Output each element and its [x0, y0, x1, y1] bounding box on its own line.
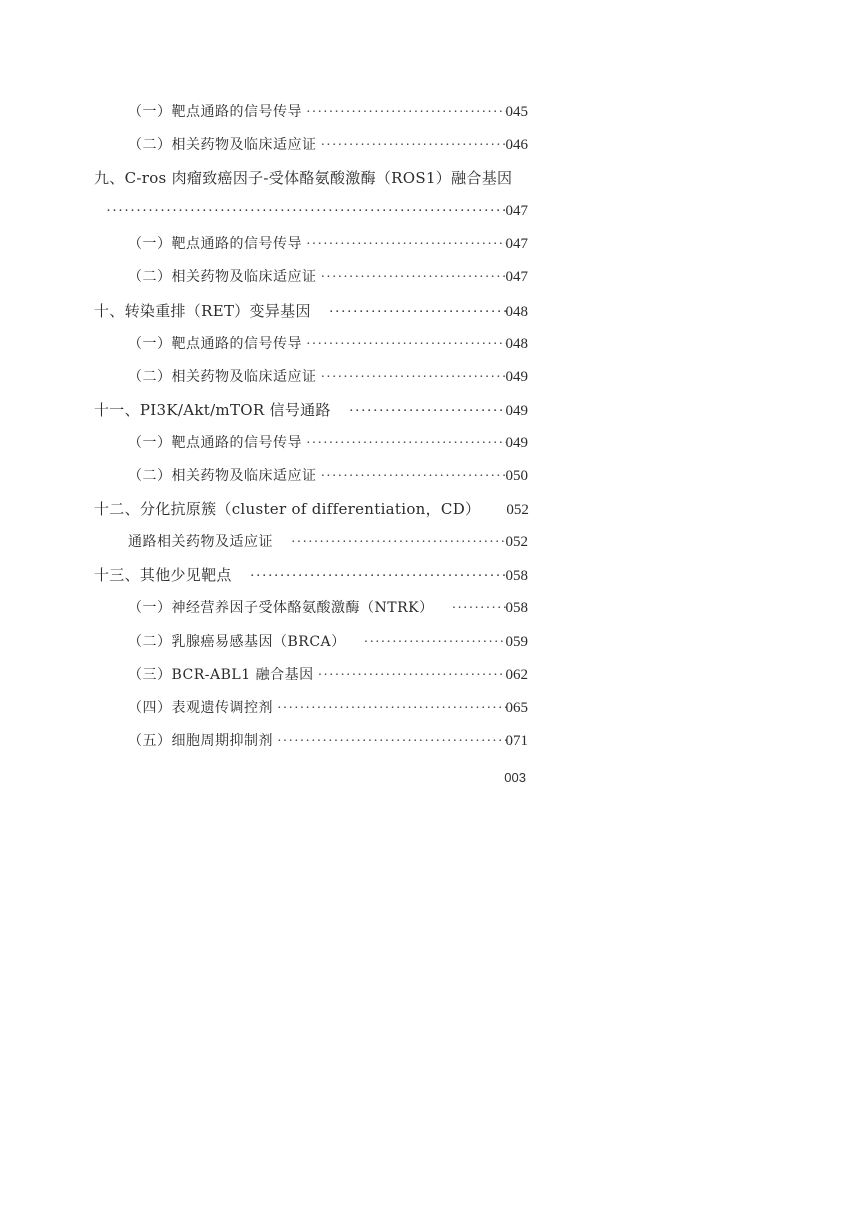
toc-entry-title: 十二、分化抗原簇（cluster of differentiation，CD）: [94, 500, 481, 519]
dot-leader: [277, 692, 506, 725]
toc-entry[interactable]: [94, 361, 528, 394]
toc-section-heading[interactable]: [94, 295, 528, 328]
toc-entry[interactable]: [94, 328, 528, 361]
dot-leader: [277, 725, 506, 758]
toc-entry[interactable]: [94, 626, 528, 659]
toc-entry-page: 049: [505, 368, 528, 385]
toc-entry-title: （二）相关药物及临床适应证: [128, 368, 317, 385]
toc-entry-page: 049: [505, 434, 528, 451]
toc-entry-page: 046: [505, 137, 528, 154]
toc-entry-page: 047: [505, 236, 528, 253]
toc-entry-title: （二）相关药物及临床适应证: [128, 269, 317, 286]
toc-entry-page: 049: [505, 402, 528, 419]
toc-entry[interactable]: [94, 659, 528, 692]
dot-leader: [318, 659, 506, 692]
toc-section-heading[interactable]: [94, 559, 528, 592]
dot-leader: [291, 526, 506, 559]
toc-entry-page: 048: [505, 335, 528, 352]
toc-entry-page: 047: [505, 203, 528, 220]
dot-leader: [452, 592, 506, 625]
toc-entry[interactable]: [94, 96, 528, 129]
toc-entry-title: （二）相关药物及临床适应证: [128, 137, 317, 154]
toc-entry-page: 045: [505, 104, 528, 120]
dot-leader: [349, 395, 506, 428]
toc-entry-page: 052: [505, 534, 528, 551]
dot-leader: [306, 328, 506, 361]
toc-entry-page: 047: [505, 269, 528, 286]
toc-entry[interactable]: [94, 228, 528, 261]
toc-entry-title: （二）相关药物及临床适应证: [128, 468, 317, 485]
toc-section-heading[interactable]: [94, 162, 528, 195]
toc-section-heading[interactable]: [94, 493, 528, 526]
dot-leader: [364, 626, 506, 659]
toc-entry-page: 048: [505, 303, 528, 320]
toc-entry-page: 052: [506, 502, 529, 519]
toc-entry-title: 通路相关药物及适应证: [128, 534, 273, 551]
toc-entry-title: （一）神经营养因子受体酪氨酸激酶（NTRK）: [128, 600, 434, 617]
toc-entry[interactable]: [94, 592, 528, 625]
toc-entry-title: （一）靶点通路的信号传导: [128, 335, 302, 352]
toc-entry[interactable]: [94, 460, 528, 493]
toc-entry-title: 十三、其他少见靶点: [94, 566, 232, 585]
dot-leader: [306, 427, 506, 460]
dot-leader: [329, 296, 506, 329]
dot-leader: [106, 195, 506, 228]
toc-entry-page: 071: [505, 732, 528, 749]
dot-leader: [321, 129, 506, 162]
toc-entry-title: （一）靶点通路的信号传导: [128, 236, 302, 253]
toc-entry-page: 062: [505, 666, 528, 683]
toc-entry-title: 九、C-ros 肉瘤致癌因子-受体酪氨酸激酶（ROS1）融合基因: [94, 169, 513, 188]
toc-entry[interactable]: [94, 129, 528, 162]
toc-entry-title: 十一、PI3K/Akt/mTOR 信号通路: [94, 400, 331, 419]
toc-entry-page: 050: [505, 468, 528, 485]
toc-entry[interactable]: [94, 725, 528, 758]
toc-entry-title: （一）靶点通路的信号传导: [128, 104, 302, 120]
toc-entry-continuation[interactable]: [94, 195, 528, 228]
toc-entry-title: 十、转染重排（RET）变异基因: [94, 301, 311, 320]
toc-entry-title: （二）乳腺癌易感基因（BRCA）: [128, 633, 346, 650]
dot-leader: [321, 261, 506, 294]
toc-entry[interactable]: [94, 526, 528, 559]
toc-entry-page: 065: [505, 699, 528, 716]
dot-leader: [306, 96, 506, 129]
toc-entry[interactable]: [94, 692, 528, 725]
toc-entry-title: （五）细胞周期抑制剂: [128, 732, 273, 749]
dot-leader: [250, 560, 506, 593]
table-of-contents: [94, 96, 528, 758]
dot-leader: [321, 460, 506, 493]
toc-entry[interactable]: [94, 261, 528, 294]
toc-entry[interactable]: [94, 427, 528, 460]
toc-entry-page: 059: [505, 633, 528, 650]
dot-leader: [321, 361, 506, 394]
toc-entry-title: （四）表观遗传调控剂: [128, 699, 273, 716]
toc-entry-title: （一）靶点通路的信号传导: [128, 434, 302, 451]
page-number: 003: [504, 770, 526, 785]
toc-entry-title: （三）BCR-ABL1 融合基因: [128, 666, 314, 683]
toc-entry-page: 058: [505, 600, 528, 617]
toc-entry-page: 058: [505, 568, 528, 585]
dot-leader: [306, 228, 506, 261]
toc-section-heading[interactable]: [94, 394, 528, 427]
